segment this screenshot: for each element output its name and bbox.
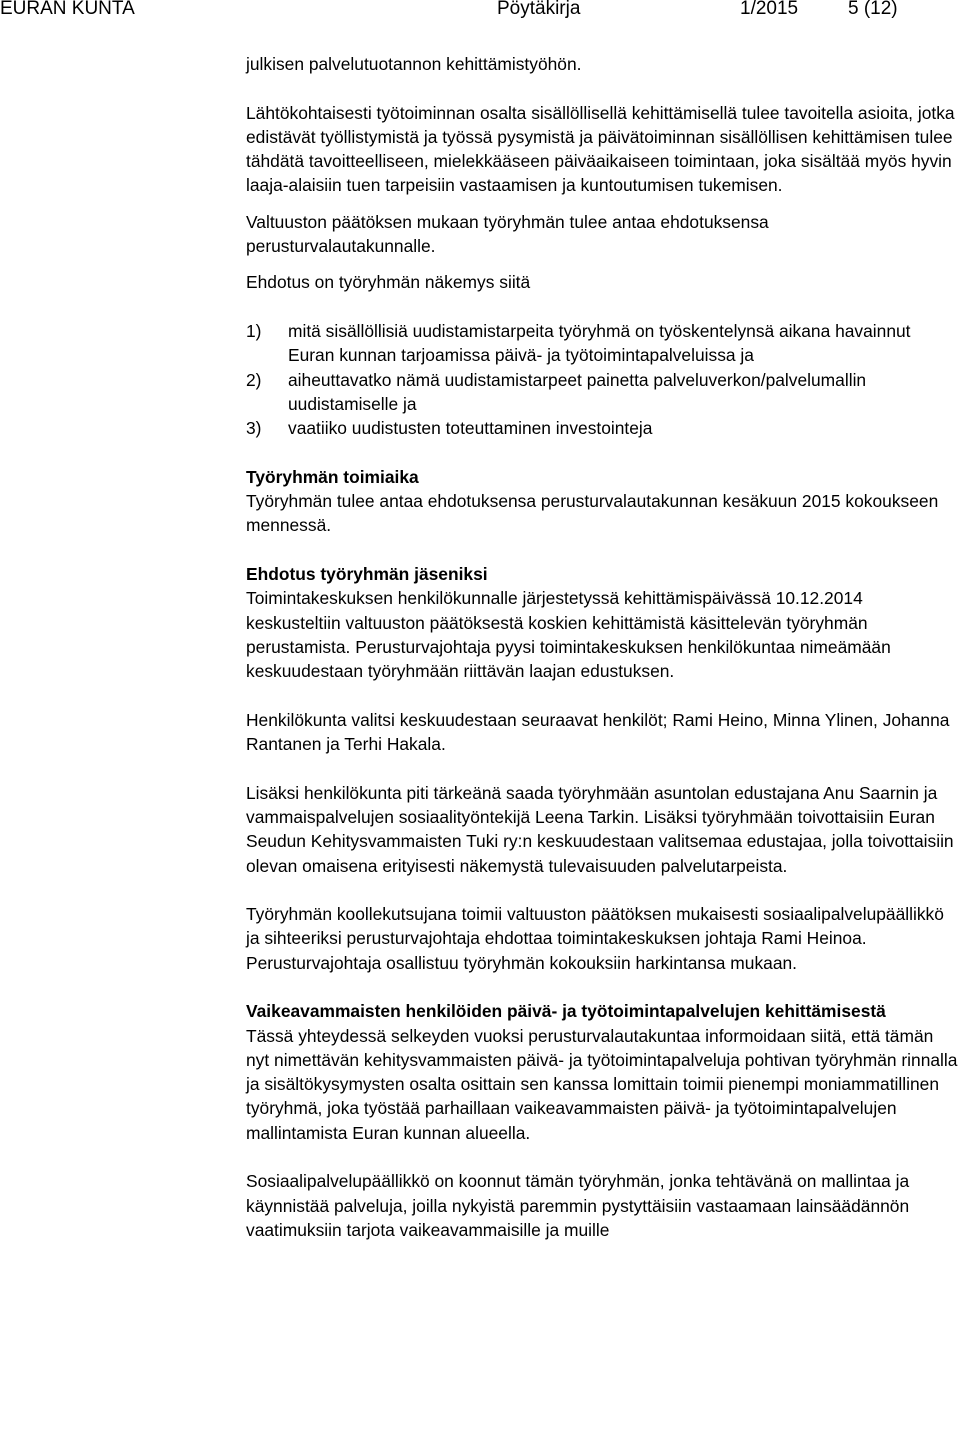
list-item-text: vaatiiko uudistusten toteuttaminen investointeja (288, 418, 653, 439)
proposal-list (246, 319, 960, 440)
list-item (246, 416, 960, 440)
heading-jaseniksi: Ehdotus työryhmän jäseniksi (246, 563, 488, 584)
paragraph-vaikeavammaiset: Tässä yhteydessä selkeyden vuoksi perusturvalautakuntaa informoidaan siitä, että tämän nyt nimettävän kehitysvammaisten päivä- ja työtoimintapalveluja pohtivan työryhmän rinnalla ja sisältökysymysten osalta osittain sen kanssa lomittain toimii pienempi moniammatillinen työryhmä, joka työstää parhaillaan vaikeavammaisten päivä- ja työtoimintapalvelujen mallintamista Euran kunnan alueella. (246, 1025, 958, 1143)
organization-name: EURAN KUNTA (0, 0, 135, 19)
paragraph-lahtokohta: Lähtökohtaisesti työtoiminnan osalta sisällöllisellä kehittämisellä tulee tavoitella asioita, jotka edistävät työllistymistä ja työssä pysymistä ja päivätoiminnan sisällöllisen kehittämisen tulee tähdätä tavoitteelliseen, mielekkääseen päiväaikaiseen toimintaan, joka sisältää myös hyvin laaja-alaisiin tuen tarpeisiin vastaamisen ja kuntoutumisen tukemisen. (246, 102, 955, 196)
heading-toimiaika: Työryhmän toimiaika (246, 466, 419, 487)
list-item (246, 368, 960, 417)
paragraph-toimiaika: Työryhmän tulee antaa ehdotuksensa perusturvalautakunnan kesäkuun 2015 kokoukseen mennessä. (246, 491, 939, 536)
paragraph-sosiaalipalvelu: Sosiaalipalvelupäällikkö on koonnut tämän työryhmän, jonka tehtävänä on mallintaa ja käynnistää palveluja, joilla nykyistä paremmin pystyttäisiin vastaamaan lainsäädännön vaatimuksiin tarjota vaikeavammaisille ja muille (246, 1171, 910, 1240)
paragraph-valtuusto: Valtuuston päätöksen mukaan työryhmän tulee antaa ehdotuksensa perusturvalautakunnalle. (246, 211, 769, 257)
list-item-text: aiheuttavatko nämä uudistamistarpeet painetta palveluverkon/palvelumallin uudistamiselle ja (288, 369, 867, 414)
list-item-number: 1) (246, 320, 262, 341)
document-type: Pöytäkirja (497, 0, 581, 19)
list-item-text: mitä sisällöllisiä uudistamistarpeita työryhmä on työskentelynsä aikana havainnut Euran kunnan tarjoamissa päivä- ja työtoimintapalveluissa ja (288, 320, 911, 366)
paragraph-henkilokunta: Henkilökunta valitsi keskuudestaan seuraavat henkilöt; Rami Heino, Minna Ylinen, Johanna Rantanen ja Terhi Hakala. (246, 709, 950, 755)
heading-vaikeavammaiset: Vaikeavammaisten henkilöiden päivä- ja työtoimintapalvelujen kehittämisestä (246, 1001, 886, 1022)
paragraph-ehdotus: Ehdotus on työryhmän näkemys siitä (246, 272, 531, 293)
list-item-number: 3) (246, 418, 262, 439)
document-number: 1/2015 (740, 0, 799, 19)
list-item-number: 2) (246, 369, 262, 390)
page-header (0, 0, 960, 24)
page-number: 5 (12) (848, 0, 898, 19)
paragraph-intro-tail: julkisen palvelutuotannon kehittämistyöhön. (246, 54, 582, 74)
paragraph-koollekutsuja: Työryhmän koollekutsujana toimii valtuuston päätöksen mukaisesti sosiaalipalvelupäällikkö ja sihteeriksi perusturvajohtaja ehdottaa toimintakeskuksen johtaja Rami Heinoa. Perusturvajohtaja osallistuu työryhmän kokouksiin harkintansa mukaan. (246, 904, 944, 973)
paragraph-jaseniksi: Toimintakeskuksen henkilökunnalle järjestetyssä kehittämispäivässä 10.12.2014 keskusteltiin valtuuston päätöksestä koskien kehittämistä käsittelevän työryhmän perustamista. Perusturvajohtaja pyysi toimintakeskuksen henkilökuntaa nimeämään keskuudestaan työryhmään riittävän laajan edustuksen. (246, 588, 891, 682)
document-body (246, 52, 960, 1242)
paragraph-lisaksi: Lisäksi henkilökunta piti tärkeänä saada työryhmään asuntolan edustajana Anu Saarnin ja vammaispalvelujen sosiaalityöntekijä Leena Tarkin. Lisäksi työryhmään toivottaisiin Euran Seudun Kehitysvammaisten Tuki ry:n keskuudestaan valitsemaa edustajaa, jolla toivottaisiin olevan omaisena erityisesti näkemystä tulevaisuuden palvelutarpeista. (246, 782, 954, 876)
list-item (246, 319, 960, 368)
